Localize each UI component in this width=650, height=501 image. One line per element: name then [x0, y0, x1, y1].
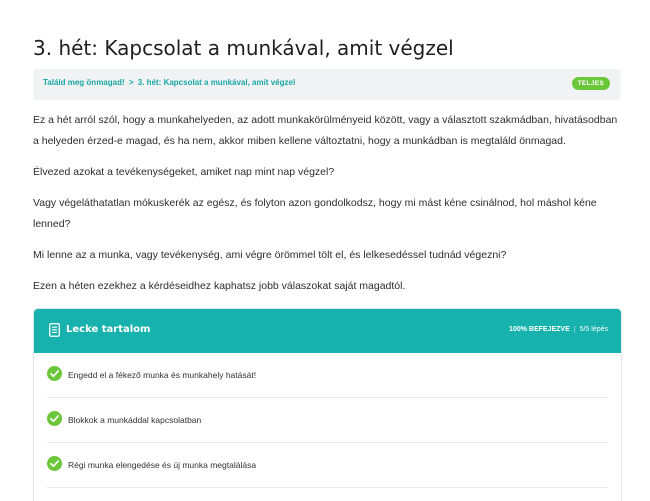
paragraph: Ez a hét arról szól, hogy a munkahelyeden, az adott munkakörülményeid között, vagy a választott szakmádban, hivatásodban a helyeden érzed-e magad, és ha nem, akkor miben kellene változtatni, hogy a munkádban is megtaláld önmagad.: [33, 114, 618, 147]
lesson-content-title: Lecke tartalom: [66, 324, 151, 335]
check-circle-icon: [47, 366, 62, 381]
paragraph: Mi lenne az a munka, vagy tevékenység, ami végre örömmel tölt el, és lelkesedéssel tudnád végezni?: [33, 249, 507, 261]
check-circle-icon: [47, 411, 62, 426]
lesson-step-label: Régi munka elengedése és új munka megtalálása: [68, 460, 257, 470]
status-divider: |: [573, 326, 576, 333]
breadcrumb-bar: [33, 69, 621, 100]
status-badge: TELJES: [572, 77, 610, 90]
document-icon: [49, 323, 60, 337]
breadcrumb-link-week3[interactable]: 3. hét: Kapcsolat a munkával, amit végzel: [137, 78, 296, 87]
lesson-content-header[interactable]: [34, 309, 621, 353]
check-circle-icon: [47, 456, 62, 471]
lesson-step-item[interactable]: [47, 398, 608, 443]
breadcrumb-separator: >: [128, 78, 134, 87]
lesson-steps-list: [34, 353, 621, 488]
breadcrumb-link-course[interactable]: Találd meg önmagad!: [43, 78, 125, 87]
paragraph: Vagy végeláthatatlan mókuskerék az egész, és folyton azon gondolkodsz, hogy mi mást kéne csinálnod, hol máshol kéne lenned?: [33, 197, 597, 230]
lesson-progress-status: [509, 326, 608, 333]
steps-count: 5/5 lépés: [579, 326, 608, 333]
lesson-step-item[interactable]: [47, 443, 608, 488]
paragraph: Élvezed azokat a tevékenységeket, amiket nap mint nap végzel?: [33, 166, 335, 178]
lesson-content-panel: [33, 308, 622, 501]
paragraph: Ezen a héten ezekhez a kérdéseidhez kaphatsz jobb válaszokat saját magadtól.: [33, 280, 406, 292]
completion-label: 100% BEFEJEZVE: [509, 326, 570, 333]
lesson-step-label: Engedd el a fékező munka és munkahely hatását!: [68, 370, 257, 380]
page-title: 3. hét: Kapcsolat a munkával, amit végzel: [33, 36, 454, 60]
lesson-step-label: Blokkok a munkáddal kapcsolatban: [68, 415, 202, 425]
lesson-description: [33, 110, 623, 307]
lesson-step-item[interactable]: [47, 353, 608, 398]
breadcrumb: [43, 78, 295, 87]
